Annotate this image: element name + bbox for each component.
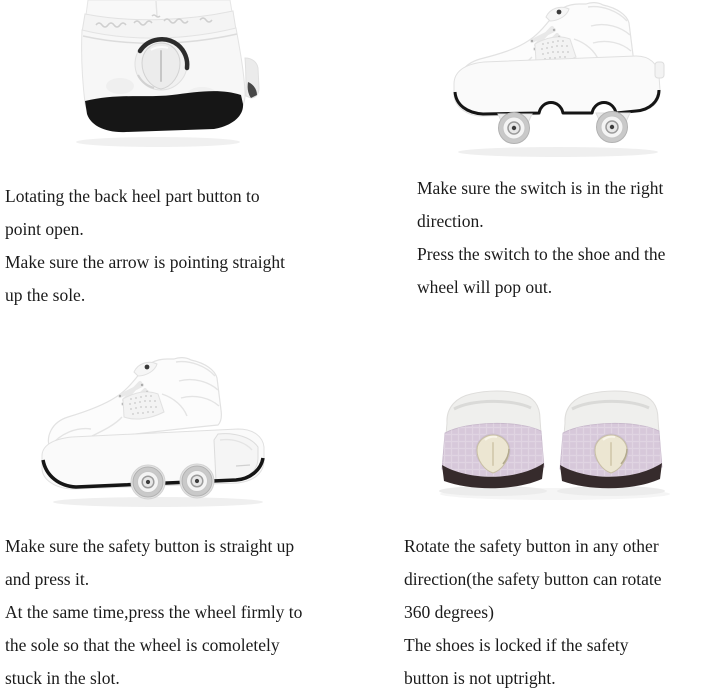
instruction-line: wheel will pop out. <box>417 277 553 297</box>
heel-switch-tab <box>655 62 664 78</box>
seam-line <box>156 1 157 16</box>
heel-closeup-illustration <box>60 0 260 150</box>
instruction-line: direction. <box>417 211 484 231</box>
instruction-line: direction(the safety button can rotate <box>404 569 662 589</box>
instruction-line: and press it. <box>5 569 90 589</box>
instruction-line: At the same time,press the wheel firmly to <box>5 602 303 622</box>
instruction-line: up the sole. <box>5 285 86 305</box>
shoe-wheels-retracted-photo <box>30 350 280 510</box>
two-heels-illustration <box>435 383 670 503</box>
front-wheel <box>499 113 530 144</box>
right-heel <box>560 391 662 488</box>
rear-wheel <box>182 466 212 496</box>
front-wheel <box>133 467 163 497</box>
instruction-line: Rotate the safety button in any other <box>404 536 659 556</box>
instruction-top-right <box>417 172 665 304</box>
ground-shadow <box>458 147 658 157</box>
instruction-line: button is not uptright. <box>404 668 556 688</box>
tongue-logo <box>557 10 562 15</box>
instruction-bottom-right <box>404 530 662 695</box>
instruction-top-left <box>5 180 285 312</box>
instruction-line: Make sure the arrow is pointing straight <box>5 252 285 272</box>
instruction-line: The shoes is locked if the safety <box>404 635 629 655</box>
ground-shadow <box>76 137 240 147</box>
outsole-black <box>85 91 243 132</box>
ground-shadow <box>53 497 263 507</box>
instruction-line: stuck in the slot. <box>5 668 120 688</box>
heel-safety-buttons-photo <box>435 383 670 503</box>
tongue-logo <box>145 365 150 370</box>
shoe-wheels-out-photo <box>440 0 670 165</box>
instruction-line: the sole so that the wheel is comoletely <box>5 635 280 655</box>
left-heel <box>442 391 544 488</box>
perforated-panel <box>123 392 164 419</box>
instruction-line: Press the switch to the shoe and the <box>417 244 666 264</box>
heel-release-button-photo <box>60 0 260 150</box>
instruction-line: 360 degrees) <box>404 602 494 622</box>
shoe-wheels-retracted-illustration <box>30 350 280 510</box>
instruction-line: Make sure the switch is in the right <box>417 178 664 198</box>
texture-blob <box>106 78 134 94</box>
instruction-line: Make sure the safety button is straight up <box>5 536 295 556</box>
instruction-line: Lotating the back heel part button to <box>5 186 260 206</box>
rear-wheel <box>597 112 628 143</box>
shoe-wheels-out-illustration <box>440 0 670 165</box>
instruction-bottom-left <box>5 530 302 695</box>
instruction-line: point open. <box>5 219 84 239</box>
